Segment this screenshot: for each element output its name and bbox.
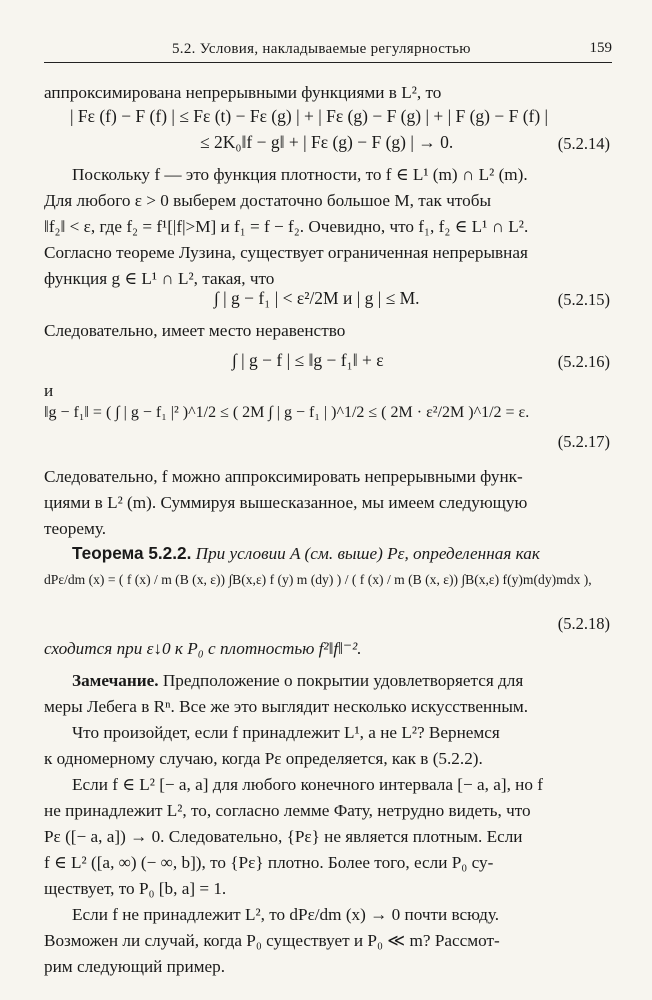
para3-line1: Следовательно, f можно аппроксимировать непрерывными функ- xyxy=(44,467,523,486)
paragraph-almost-everywhere xyxy=(44,902,610,980)
theorem-conclusion-block xyxy=(44,636,610,662)
theorem-5-2-2 xyxy=(44,540,610,567)
equation-5-2-15: ∫ | g − f₁ | < ε²/2M и | g | ≤ M. xyxy=(214,288,420,308)
para1-line2: Для любого ε > 0 выберем достаточно большое M, так чтобы xyxy=(44,191,492,210)
paragraph-inequality xyxy=(44,318,610,344)
equation-5-2-14-line2: ≤ 2K₀‖f − g‖ + | Fε (g) − F (g) | → 0. xyxy=(200,132,454,152)
para5-line1: Если f ∈ L² [− a, a] для любого конечного интервала [− a, a], но f xyxy=(72,775,543,794)
remark-label: Замечание. xyxy=(72,671,159,690)
para1-line1: Поскольку f — это функция плотности, то f ∈ L¹ (m) ∩ L² (m). xyxy=(72,165,528,184)
theorem-label: Теорема 5.2.2. xyxy=(72,543,192,563)
para5-line5: ществует, то P₀ [b, a] = 1. xyxy=(44,879,227,898)
paragraph-density xyxy=(44,162,610,292)
remark xyxy=(44,668,610,720)
and-word-block xyxy=(44,378,610,404)
para6-line3: рим следующий пример. xyxy=(44,957,226,976)
para6-line2: Возможен ли случай, когда P₀ существует и P₀ ≪ m? Рассмот- xyxy=(44,931,500,950)
para4-line1: Что произойдет, если f принадлежит L¹, а не L²? Вернемся xyxy=(72,723,500,742)
equation-5-2-14-line1: | Fε (f) − F (f) | ≤ Fε (t) − Fε (g) | + | Fε (g) − F (g) | + | F (g) − F (f) | xyxy=(70,106,549,126)
theorem-formula: dPε/dm (x) = ( f (x) / m (B (x, ε)) ∫B(x,ε) f (y) m (dy) ) / ( f (x) / m (B (x, ε)) ∫B(x,ε) f(y)m(dy)mdx ), xyxy=(44,572,592,587)
para1-line4: Согласно теореме Лузина, существует ограниченная непрерывная xyxy=(44,243,528,262)
running-header xyxy=(44,40,612,63)
para3-line2: циями в L² (m). Суммируя вышесказанное, мы имеем следующую xyxy=(44,493,528,512)
para1-line3: ‖f₂‖ < ε, где f₂ = f¹[|f|>M] и f₁ = f − f₂. Очевидно, что f₁, f₂ ∈ L¹ ∩ L². xyxy=(44,217,529,236)
para1-line5: функция g ∈ L¹ ∩ L², такая, что xyxy=(44,269,275,288)
para4-line2: к одномерному случаю, когда Pε определяется, как в (5.2.2). xyxy=(44,749,483,768)
paragraph-approximation xyxy=(44,464,610,542)
theorem-text: При условии A (см. выше) Pε, определенная как xyxy=(191,544,540,563)
intro-line: аппроксимирована непрерывными функциями в L², то xyxy=(44,83,442,102)
intro-text xyxy=(44,80,610,106)
paragraph-l1-case xyxy=(44,720,610,772)
paragraph-fatou xyxy=(44,772,610,902)
equation-5-2-17: ‖g − f₁‖ = ( ∫ | g − f₁ |² )^1/2 ≤ ( 2M ∫ | g − f₁ | )^1/2 ≤ ( 2M · ε²/2M )^1/2 = ε. xyxy=(44,404,530,421)
para5-line3: Pε ([− a, a]) → 0. Следовательно, {Pε} не является плотным. Если xyxy=(44,827,523,846)
equation-number-5-2-15: (5.2.15) xyxy=(557,290,610,309)
section-title: 5.2. Условия, накладываемые регулярностью xyxy=(172,41,471,57)
para6-line1: Если f не принадлежит L², то dPε/dm (x) → 0 почти всюду. xyxy=(72,905,500,924)
equation-number-5-2-16: (5.2.16) xyxy=(557,352,610,371)
equation-number-5-2-14: (5.2.14) xyxy=(557,134,610,153)
page-number: 159 xyxy=(589,40,612,56)
equation-number-5-2-18: (5.2.18) xyxy=(557,614,610,633)
equation-number-5-2-17: (5.2.17) xyxy=(557,432,610,451)
para3-line3: теорему. xyxy=(44,519,107,538)
para2-line: Следовательно, имеет место неравенство xyxy=(44,321,346,340)
para5-line4: f ∈ L² ([a, ∞) (− ∞, b]), то {Pε} плотно. Более того, если P₀ су- xyxy=(44,853,494,872)
remark-line1: Предположение о покрытии удовлетворяется для xyxy=(158,671,524,690)
para5-line2: не принадлежит L², то, согласно лемме Фату, нетрудно видеть, что xyxy=(44,801,531,820)
equation-5-2-16: ∫ | g − f | ≤ ‖g − f₁‖ + ε xyxy=(232,350,384,370)
and-word: и xyxy=(44,381,54,400)
theorem-conclusion: сходится при ε↓0 к P₀ с плотностью f²‖f‖⁻². xyxy=(44,639,362,658)
remark-line2: меры Лебега в Rⁿ. Все же это выглядит несколько искусственным. xyxy=(44,697,529,716)
